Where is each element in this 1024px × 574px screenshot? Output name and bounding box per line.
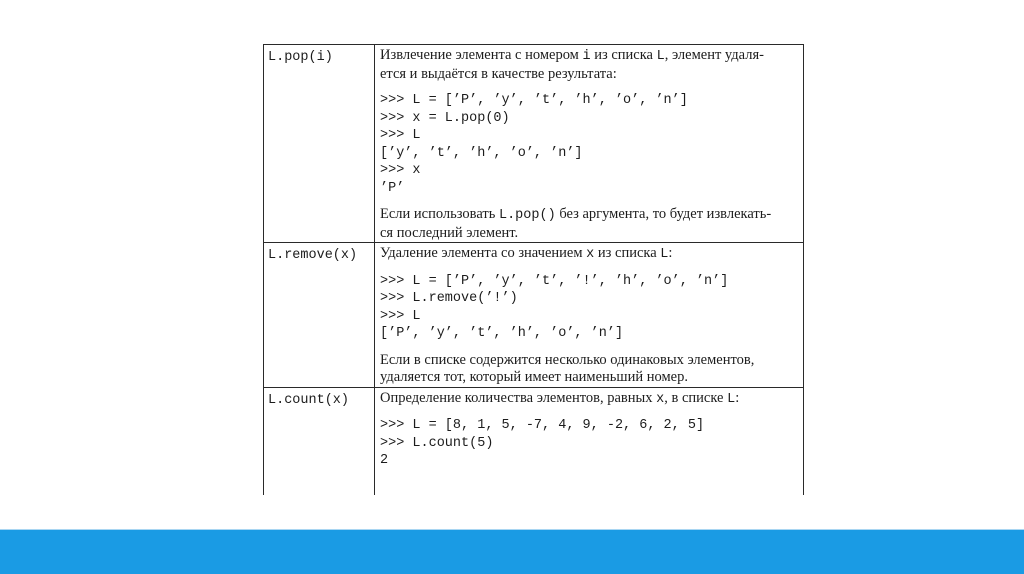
description-cell <box>375 387 804 495</box>
code-line: ’P’ <box>380 180 405 196</box>
code-line: >>> L.count(5) <box>380 435 494 451</box>
code-line: >>> x <box>380 163 421 178</box>
method-description: Определение количества элементов, равных x, в списке L: <box>380 389 740 407</box>
code-line: >>> L = [’P’, ’y’, ’t’, ’h’, ’o’, ’n’] <box>380 93 688 108</box>
code-line: >>> L <box>380 308 421 324</box>
code-line: >>> x = L.pop(0) <box>380 110 510 126</box>
method-description: Удаление элемента со значением x из списка L: <box>380 245 673 262</box>
code-example <box>380 417 797 470</box>
code-line: >>> L <box>380 128 421 143</box>
method-note: Если в списке содержится несколько одинаковых элементов, удаляется тот, который имеет наименьший номер. <box>380 351 755 385</box>
method-name: L.remove(x) <box>268 248 358 263</box>
code-line: >>> L = [’P’, ’y’, ’t’, ’!’, ’h’, ’o’, ’n’] <box>380 273 729 289</box>
table-row <box>264 387 804 495</box>
code-line: 2 <box>380 453 389 468</box>
method-cell <box>264 243 375 388</box>
code-example <box>380 273 797 343</box>
code-line: >>> L.remove(’!’) <box>380 291 518 306</box>
method-description: Извлечение элемента с номером i из списка L, элемент удаля- ется и выдаётся в качестве результата: <box>380 47 764 82</box>
table-row <box>264 45 804 243</box>
footer-band <box>0 530 1024 574</box>
description-cell <box>375 45 804 243</box>
code-line: [’y’, ’t’, ’h’, ’o’, ’n’] <box>380 145 583 161</box>
code-line: [’P’, ’y’, ’t’, ’h’, ’o’, ’n’] <box>380 326 624 341</box>
code-example <box>380 92 797 197</box>
method-cell <box>264 387 375 495</box>
method-name: L.count(x) <box>268 392 350 408</box>
code-line: >>> L = [8, 1, 5, -7, 4, 9, -2, 6, 2, 5] <box>380 418 705 433</box>
description-cell <box>375 243 804 388</box>
method-cell <box>264 45 375 243</box>
method-note: Если использовать L.pop() без аргумента, то будет извлекать- ся последний элемент. <box>380 206 772 241</box>
method-name: L.pop(i) <box>268 50 333 65</box>
table-row <box>264 243 804 388</box>
methods-table <box>263 44 804 495</box>
